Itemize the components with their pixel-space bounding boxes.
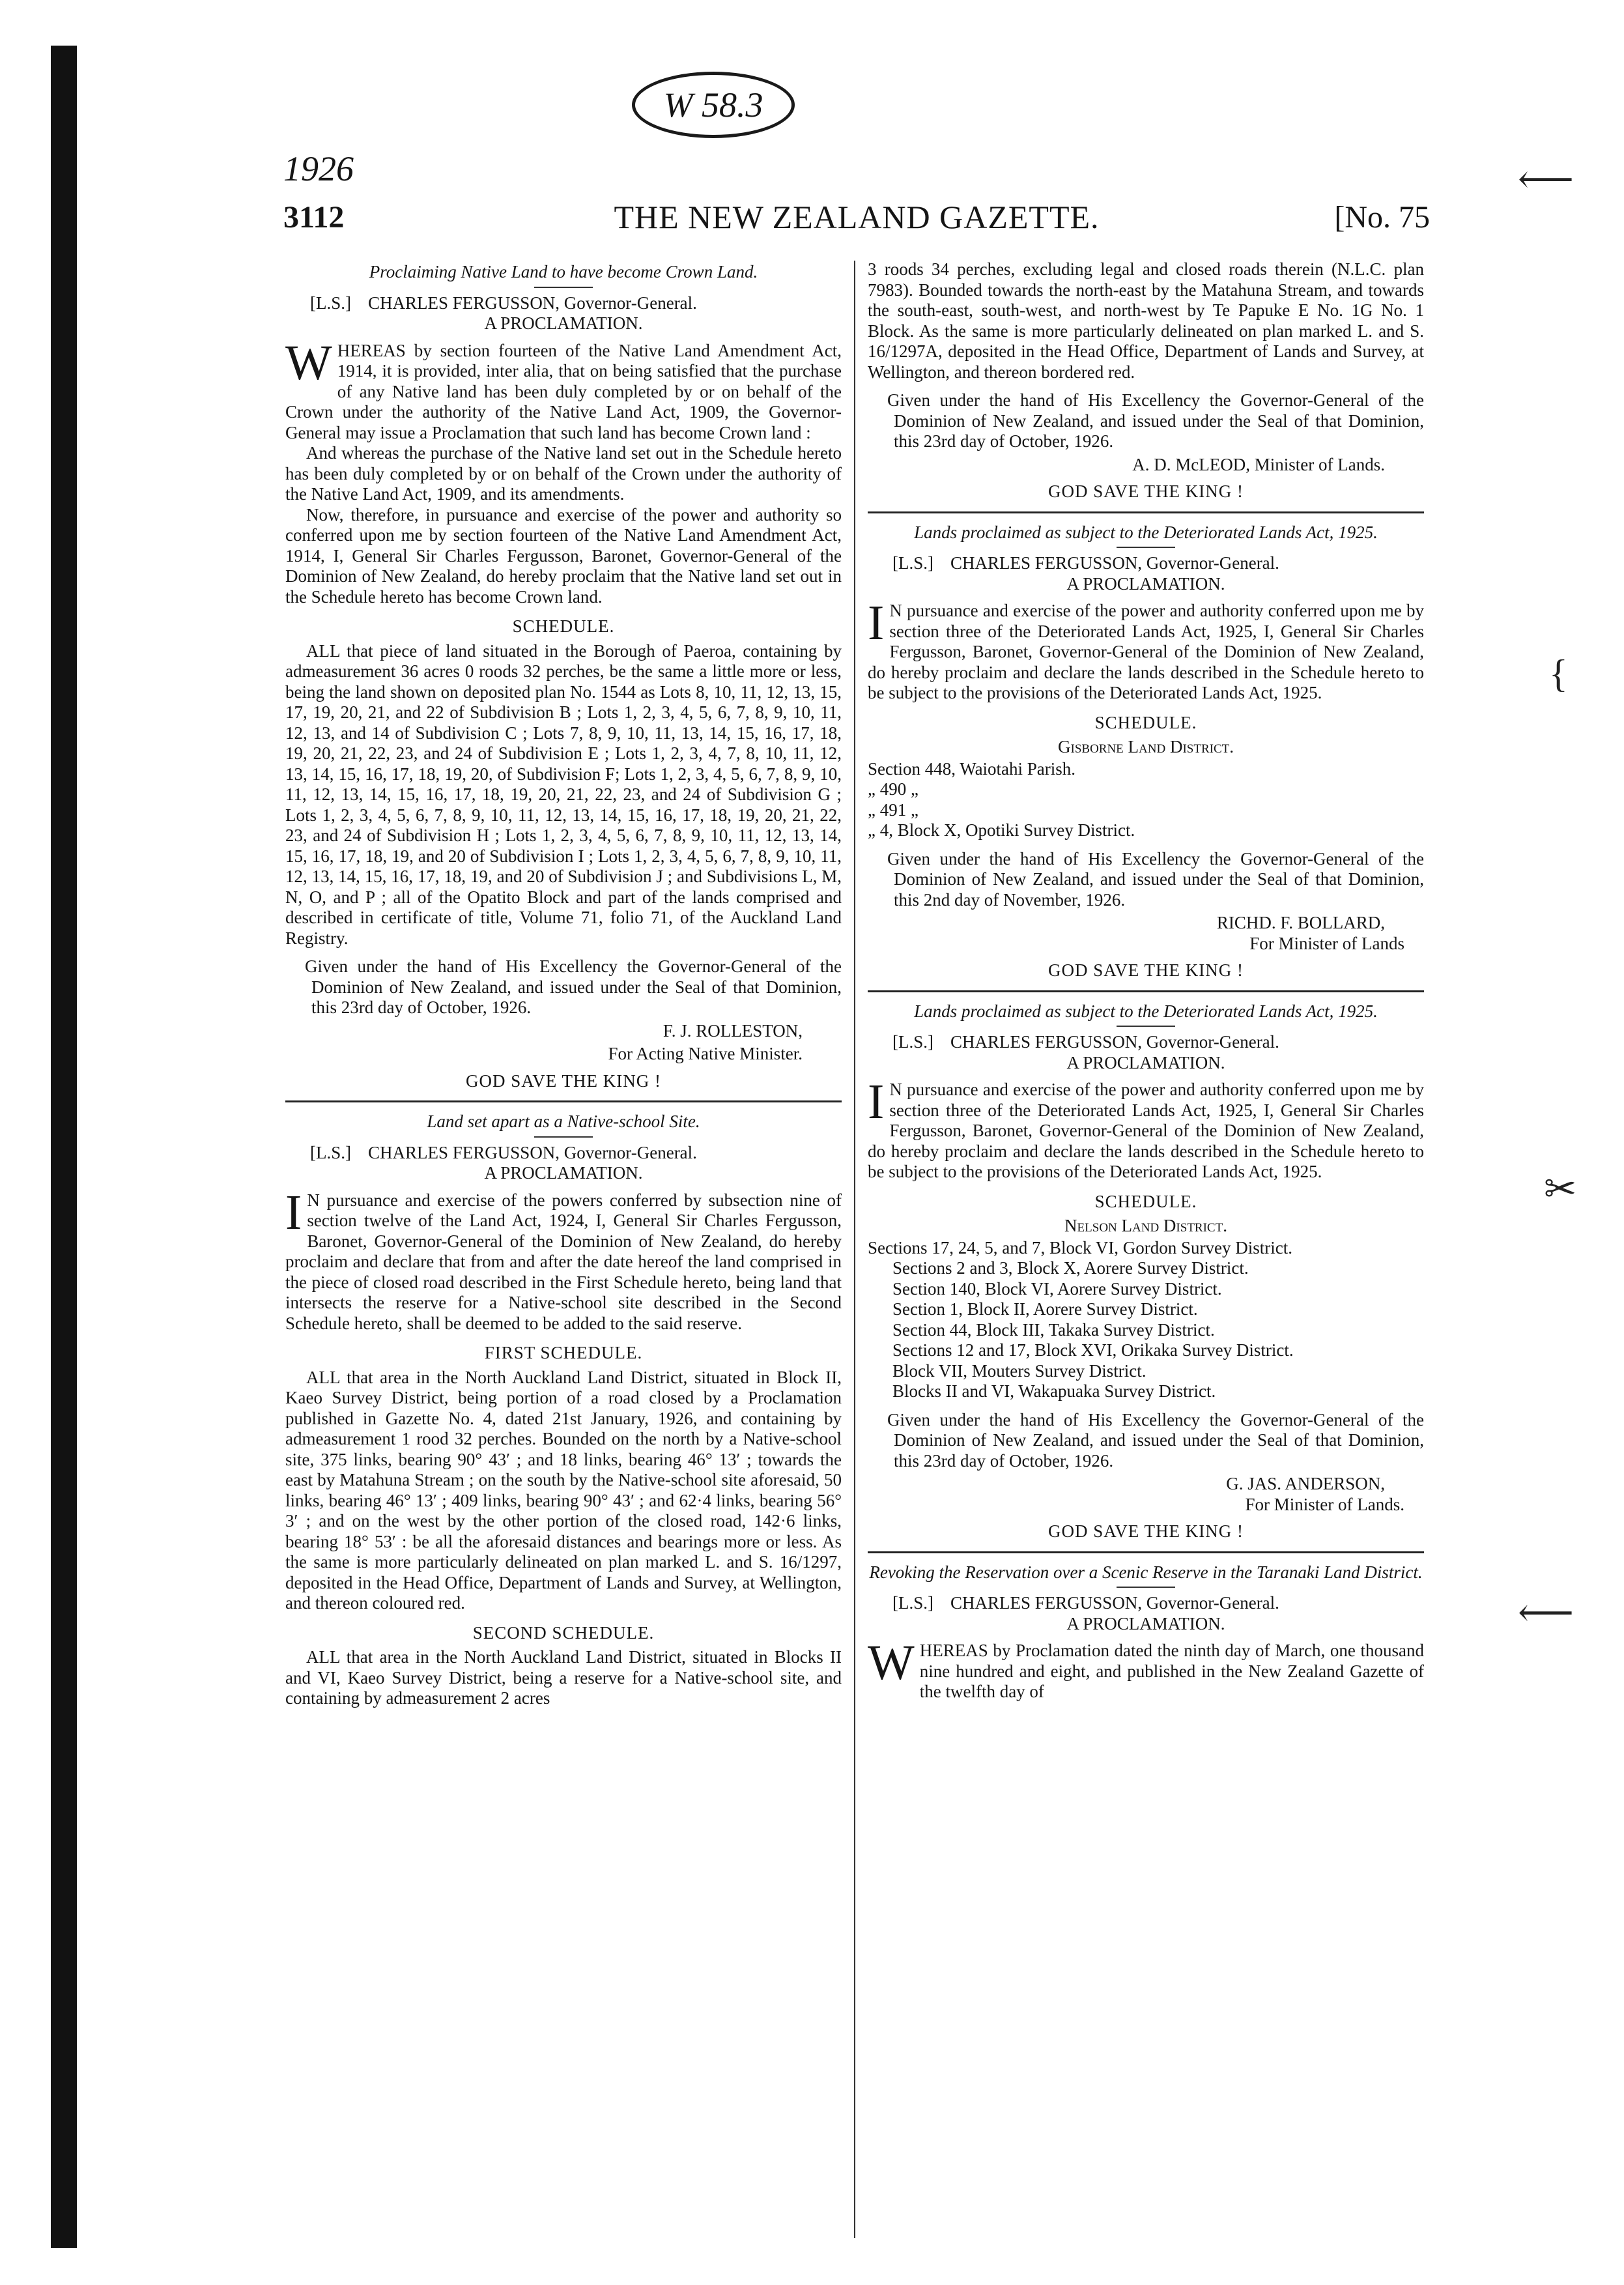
land-district: Gisborne Land District. <box>1058 737 1234 756</box>
gazette-title: THE NEW ZEALAND GAZETTE. <box>614 199 1100 235</box>
schedule-item: Section 44, Block III, Takaka Survey District. <box>892 1319 1215 1340</box>
schedule-item: Sections 12 and 17, Block XVI, Orikaka Survey District. <box>892 1340 1294 1360</box>
paragraph <box>868 596 1424 704</box>
given-under-hand: Given under the hand of His Excellency the Governor-General of the Dominion of New Zealand, and issued under the Seal of that Dominion, this 23rd day of October, 1926. <box>887 390 1424 451</box>
short-rule <box>534 1136 593 1138</box>
drop-cap: W <box>285 335 332 390</box>
seal-mark: [L.S.] <box>310 293 351 313</box>
drop-cap: I <box>868 596 885 650</box>
proclamation-title: A PROCLAMATION. <box>484 313 643 333</box>
archive-stamp: W 58.3 <box>632 72 795 138</box>
section-divider <box>285 1100 842 1102</box>
schedule-item: Section 1, Block II, Aorere Survey District. <box>892 1299 1198 1319</box>
paragraph: And whereas the purchase of the Native land set out in the Schedule hereto has been duly completed by or on behalf of the Crown under the authority of the Native Land Act, 1909, and its amendments. <box>285 443 842 504</box>
signer-name: A. D. McLEOD, Minister of Lands. <box>1132 454 1385 474</box>
drop-cap: I <box>285 1185 302 1240</box>
governor-line <box>868 553 1424 574</box>
god-save-the-king: GOD SAVE THE KING ! <box>466 1071 661 1091</box>
margin-arrow-icon: ⟵ <box>1518 1591 1574 1634</box>
governor-name: CHARLES FERGUSSON, Governor-General. <box>950 553 1279 573</box>
signer-title: For Acting Native Minister. <box>608 1044 803 1063</box>
schedule-title: SCHEDULE. <box>1094 1191 1197 1211</box>
schedule-text-continued: 3 roods 34 perches, excluding legal and closed roads therein (N.L.C. plan 7983). Bounded towards the north-east by the Matahuna Stream, and towards the south-east, south-west, and north-west by Te Papuke E No. 1G No. 1 Block. As the same is more particularly delineated on plan marked L. and S. 16/1297A, deposited in the Head Office, Department of Lands and Survey, at Wellington, and thereon bordered red. <box>868 259 1424 382</box>
margin-arrow-icon: ⟵ <box>1518 158 1574 201</box>
god-save-the-king: GOD SAVE THE KING ! <box>1048 960 1244 980</box>
section-heading: Land set apart as a Native-school Site. <box>427 1112 700 1131</box>
paragraph <box>868 1074 1424 1183</box>
schedule-item: Section 140, Block VI, Aorere Survey District. <box>892 1278 1222 1299</box>
schedule-title: SCHEDULE. <box>512 616 615 636</box>
right-column <box>868 259 1424 1703</box>
proclamation-title: A PROCLAMATION. <box>1066 1052 1225 1072</box>
paragraph-text: N pursuance and exercise of the power and authority conferred upon me by section three of the Deteriorated Lands Act, 1925, I, General Sir Charles Fergusson, Baronet, Governor-General of the Dominion of New Zealand, do hereby proclaim and declare the lands described in the Schedule hereto to be subject to the provisions of the Deteriorated Lands Act, 1925. <box>868 1080 1424 1181</box>
section-divider <box>868 511 1424 513</box>
binding-edge <box>51 46 77 2248</box>
schedule-item: „ 490 „ <box>868 779 919 799</box>
left-column <box>285 259 842 1709</box>
schedule-item: „ 491 „ <box>868 799 919 820</box>
schedule-text: ALL that area in the North Auckland Land District, situated in Block II, Kaeo Survey District, being portion of a road closed by a Proclamation published in Gazette No. 4, dated 21st January, 1926, and containing by admeasurement 1 rood 32 perches. Bounded on the north by a Native-school site, 375 links, bearing 90° 43′ ; and 18 links, bearing 46° 13′ ; towards the east by Matahuna Stream ; on the south by the Native-school site aforesaid, 50 links, bearing 46° 13′ ; 409 links, bearing 90° 43′ ; and 62·4 links, bearing 56° 3′ ; and on the west by the other portion of the closed road, 142·6 links, bearing 18° 53′ : be all the aforesaid distances and bearings more or less. As the same is more particularly delineated on plan marked L. and S. 16/1297, deposited in the Head Office, Department of Lands and Survey, at Wellington, and thereon coloured red. <box>285 1367 842 1613</box>
governor-line <box>285 293 842 314</box>
section-heading: Revoking the Reservation over a Scenic Reserve in the Taranaki Land District. <box>869 1562 1423 1582</box>
schedule-item: Section 448, Waiotahi Parish. <box>868 758 1076 779</box>
signer-title: For Minister of Lands. <box>1245 1494 1404 1514</box>
signer-title: For Minister of Lands <box>1249 933 1404 953</box>
signer-name: F. J. ROLLESTON, <box>662 1020 803 1041</box>
schedule-item: Sections 2 and 3, Block X, Aorere Survey District. <box>892 1258 1249 1278</box>
proclamation-title: A PROCLAMATION. <box>1066 1613 1225 1633</box>
seal-mark: [L.S.] <box>892 553 933 573</box>
paragraph <box>285 1185 842 1334</box>
section-heading: Lands proclaimed as subject to the Deteriorated Lands Act, 1925. <box>914 1001 1378 1021</box>
section-heading: Proclaiming Native Land to have become Crown Land. <box>369 262 758 281</box>
schedule-item: „ 4, Block X, Opotiki Survey District. <box>868 820 1135 840</box>
seal-mark: [L.S.] <box>310 1142 351 1162</box>
margin-bracket-icon: { <box>1549 652 1568 695</box>
god-save-the-king: GOD SAVE THE KING ! <box>1048 1521 1244 1541</box>
short-rule <box>1117 547 1175 548</box>
seal-mark: [L.S.] <box>892 1593 933 1613</box>
paragraph-text: HEREAS by Proclamation dated the ninth day of March, one thousand nine hundred and eight, and published in the New Zealand Gazette of the twelfth day of <box>919 1641 1424 1701</box>
governor-name: CHARLES FERGUSSON, Governor-General. <box>368 293 697 313</box>
paragraph-text: N pursuance and exercise of the power and authority conferred upon me by section three of the Deteriorated Lands Act, 1925, I, General Sir Charles Fergusson, Baronet, Governor-General of the Dominion of New Zealand, do hereby proclaim and declare the lands described in the Schedule hereto to be subject to the provisions of the Deteriorated Lands Act, 1925. <box>868 601 1424 702</box>
page-header <box>283 195 1430 248</box>
governor-name: CHARLES FERGUSSON, Governor-General. <box>950 1593 1279 1613</box>
given-under-hand: Given under the hand of His Excellency the Governor-General of the Dominion of New Zealand, and issued under the Seal of that Dominion, this 2nd day of November, 1926. <box>887 848 1424 910</box>
schedule-text: ALL that area in the North Auckland Land District, situated in Blocks II and VI, Kaeo Survey District, being a reserve for a Native-school site, and containing by admeasurement 2 acres <box>285 1647 842 1708</box>
god-save-the-king: GOD SAVE THE KING ! <box>1048 481 1244 501</box>
drop-cap: I <box>868 1074 885 1129</box>
signer-name: G. JAS. ANDERSON, <box>1226 1474 1385 1493</box>
governor-line <box>285 1143 842 1164</box>
short-rule <box>534 287 593 288</box>
schedule-title: SCHEDULE. <box>1094 712 1197 732</box>
paragraph <box>285 335 842 444</box>
section-heading: Lands proclaimed as subject to the Deteriorated Lands Act, 1925. <box>914 522 1378 542</box>
short-rule <box>1117 1587 1175 1588</box>
schedule-title: SECOND SCHEDULE. <box>472 1622 655 1643</box>
given-under-hand: Given under the hand of His Excellency the Governor-General of the Dominion of New Zealand, and issued under the Seal of that Dominion, this 23rd day of October, 1926. <box>305 956 842 1017</box>
schedule-title: FIRST SCHEDULE. <box>484 1343 643 1362</box>
schedule-text: ALL that piece of land situated in the Borough of Paeroa, containing by admeasurement 36 acres 0 roods 32 perches, be the same a little more or less, being the land shown on deposited plan No. 1544 as Lots 8, 10, 11, 12, 13, 15, 17, 19, 20, 21, and 22 of Subdivision B ; Lots 1, 2, 3, 4, 5, 6, 7, 8, 9, 10, 11, 12, 13, and 14 of Subdivision C ; Lots 7, 8, 9, 10, 11, 13, 14, 15, 16, 17, 18, 19, 20, 21, 22, 23, and 24 of Subdivision E ; Lots 1, 2, 3, 4, 7, 8, 10, 11, 12, 13, 14, 15, 16, 17, 18, 19, 20, of Subdivision F; Lots 1, 2, 3, 4, 5, 6, 7, 8, 9, 10, 11, 12, 13, 14, 15, 16, 17, 18, 19, 20, 21, 22, 23, and 24 of Subdivision G ; Lots 1, 2, 3, 4, 5, 6, 7, 8, 9, 10, 11, 12, 13, 14, 15, 16, 17, 18, 19, 20, 21, 22, 23, and 24 of Subdivision H ; Lots 1, 2, 3, 4, 5, 6, 7, 8, 9, 10, 11, 12, 13, 14, 15, 16, 17, 18, 19, and 20 of Subdivision I ; Lots 1, 2, 3, 4, 5, 6, 7, 8, 9, 10, 11, 12, 13, 14, 15, 16, 17, 18, 19, and 20 of Subdivision J ; and Subdivisions L, M, N, O, and P ; all of the Opatito Block and part of the lands comprised and described in certificate of title, Volume 71, folio 71, of the Auckland Land Registry. <box>285 640 842 948</box>
margin-clip-icon: ✂ <box>1544 1168 1577 1211</box>
land-district: Nelson Land District. <box>1064 1216 1227 1235</box>
schedule-item: Blocks II and VI, Wakapuaka Survey District. <box>892 1381 1216 1401</box>
governor-line <box>868 1593 1424 1614</box>
seal-mark: [L.S.] <box>892 1032 933 1052</box>
drop-cap: W <box>868 1635 915 1690</box>
paragraph <box>868 1635 1424 1703</box>
governor-line <box>868 1032 1424 1053</box>
governor-name: CHARLES FERGUSSON, Governor-General. <box>368 1142 697 1162</box>
signer-name: RICHD. F. BOLLARD, <box>1216 913 1385 932</box>
paragraph: Now, therefore, in pursuance and exercise of the power and authority so conferred upon me by section fourteen of the Native Land Amendment Act, 1914, I, General Sir Charles Fergusson, Baronet, Governor-General of the Dominion of New Zealand, do hereby proclaim that the Native land set out in the Schedule hereto has become Crown land. <box>285 504 842 607</box>
handwritten-year: 1926 <box>283 149 354 188</box>
section-divider <box>868 990 1424 992</box>
paragraph-text: HEREAS by section fourteen of the Native Land Amendment Act, 1914, it is provided, inter alia, that on being satisfied that the purchase of any Native land has been duly completed by or on behalf of the Crown under the authority of the Native Land Act, 1909, the Governor-General may issue a Proclamation that such land has become Crown land : <box>285 340 842 442</box>
given-under-hand: Given under the hand of His Excellency the Governor-General of the Dominion of New Zealand, and issued under the Seal of that Dominion, this 23rd day of October, 1926. <box>887 1409 1424 1471</box>
column-rule <box>854 261 855 2238</box>
proclamation-title: A PROCLAMATION. <box>1066 573 1225 594</box>
short-rule <box>1117 1026 1175 1027</box>
governor-name: CHARLES FERGUSSON, Governor-General. <box>950 1032 1279 1052</box>
schedule-item: Sections 17, 24, 5, and 7, Block VI, Gordon Survey District. <box>868 1237 1292 1257</box>
schedule-item: Block VII, Mouters Survey District. <box>892 1360 1147 1381</box>
proclamation-title: A PROCLAMATION. <box>484 1163 643 1183</box>
paragraph-text: N pursuance and exercise of the powers conferred by subsection nine of section twelve of the Land Act, 1924, I, General Sir Charles Fergusson, Baronet, Governor-General of the Dominion of New Zealand, do hereby proclaim and declare that from and after the date hereof the land comprised in the piece of closed road described in the First Schedule hereto, being land that intersects the reserve for a Native-school site described in the Second Schedule hereto, shall be deemed to be added to the said reserve. <box>285 1190 842 1333</box>
page-number: 3112 <box>283 200 345 235</box>
issue-number: [No. 75 <box>1334 200 1430 235</box>
section-divider <box>868 1551 1424 1553</box>
